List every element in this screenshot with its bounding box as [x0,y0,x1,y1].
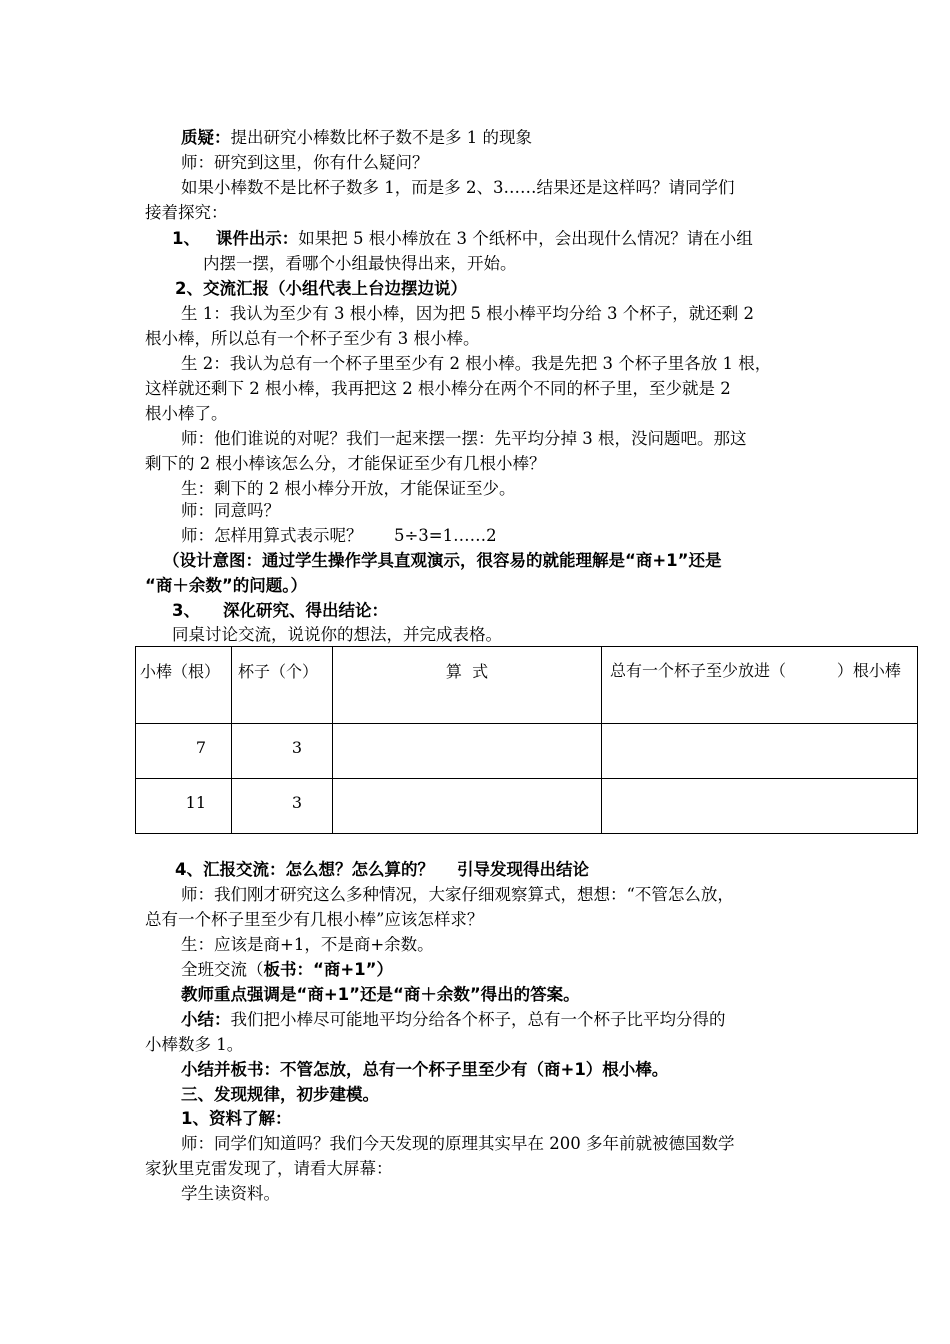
paragraph: 根小棒了。 [145,404,228,423]
table-cell: 11 [136,779,232,834]
paragraph: 生 2：我认为总有一个杯子里至少有 2 根小棒。我是先把 3 个杯子里各放 1 根， [181,354,772,373]
paragraph: 师：同学们知道吗？我们今天发现的原理其实早在 200 多年前就被德国数学 [181,1134,735,1153]
table-cell: 7 [136,724,232,779]
paragraph: 师：我们刚才研究这么多种情况，大家仔细观察算式，想想：“不管怎么放， [181,885,734,904]
paragraph: 生 1：我认为至少有 3 根小棒，因为把 5 根小棒平均分给 3 个杯子，就还剩 2 [181,304,754,323]
results-table [135,646,918,834]
paragraph: 接着探究： [145,203,228,222]
paragraph: 生：应该是商+1，不是商+余数。 [181,935,434,954]
table-cell-input[interactable] [602,779,918,834]
table-cell: 3 [232,779,333,834]
table-cell-input[interactable] [333,724,602,779]
table-header-cell: 杯子（个） [232,647,333,724]
paragraph: 生：剩下的 2 根小棒分开放，才能保证至少。 [181,479,516,498]
section-heading: 4、汇报交流：怎么想？怎么算的？ 引导发现得出结论 [175,860,589,879]
table-header-cell: 小棒（根） [136,647,232,724]
list-item-1: 1、 课件出示：如果把 5 根小棒放在 3 个纸杯中，会出现什么情况？请在小组 [172,229,753,248]
paragraph: 家狄里克雷发现了，请看大屏幕： [145,1159,393,1178]
section-heading: 1、资料了解： [181,1109,292,1128]
design-intent: （设计意图：通过学生操作学具直观演示，很容易的就能理解是“商+1”还是 [163,551,722,570]
section-heading: 3、 深化研究、得出结论： [172,601,388,620]
paragraph: 师：他们谁说的对呢？我们一起来摆一摆：先平均分掉 3 根，没问题吧。那这 [181,429,747,448]
paragraph-question: 质疑：提出研究小棒数比杯子数不是多 1 的现象 [181,128,532,147]
table-header-row [136,647,918,724]
emphasis-paragraph: 教师重点强调是“商+1”还是“商＋余数”得出的答案。 [181,985,580,1004]
paragraph: 这样就还剩下 2 根小棒，我再把这 2 根小棒分在两个不同的杯子里，至少就是 2 [145,379,731,398]
paragraph: 同桌讨论交流，说说你的想法，并完成表格。 [172,625,502,644]
paragraph: 根小棒，所以总有一个杯子至少有 3 根小棒。 [145,329,480,348]
paragraph: 总有一个杯子里至少有几根小棒”应该怎样求？ [145,910,484,929]
paragraph: 师：研究到这里，你有什么疑问？ [181,153,429,172]
paragraph: 师：怎样用算式表示呢？ 5÷3=1……2 [181,526,497,545]
paragraph: 剩下的 2 根小棒该怎么分，才能保证至少有几根小棒？ [145,454,546,473]
paragraph: 学生读资料。 [181,1184,280,1203]
paragraph: 如果小棒数不是比杯子数多 1，而是多 2、3……结果还是这样吗？请同学们 [181,178,735,197]
section-heading: 三、发现规律，初步建模。 [181,1085,379,1104]
table-cell-input[interactable] [602,724,918,779]
table-row [136,724,918,779]
summary-board: 小结并板书：不管怎放，总有一个杯子里至少有（商+1）根小棒。 [181,1060,669,1079]
summary-paragraph: 小结：我们把小棒尽可能地平均分给各个杯子，总有一个杯子比平均分得的 [181,1010,726,1029]
table-cell: 3 [232,724,333,779]
table-cell-input[interactable] [333,779,602,834]
table-row [136,779,918,834]
paragraph: 小棒数多 1。 [145,1035,244,1054]
paragraph: 师：同意吗？ [181,501,280,520]
section-heading: 2、交流汇报（小组代表上台边摆边说） [175,279,467,298]
paragraph: 内摆一摆，看哪个小组最快得出来，开始。 [203,254,517,273]
table-header-cell: 总有一个杯子至少放进（ ）根小棒 [602,647,918,724]
table-header-cell: 算 式 [333,647,602,724]
paragraph-board: 全班交流（板书：“商+1”） [181,960,393,979]
design-intent: “商＋余数”的问题。） [145,576,307,595]
